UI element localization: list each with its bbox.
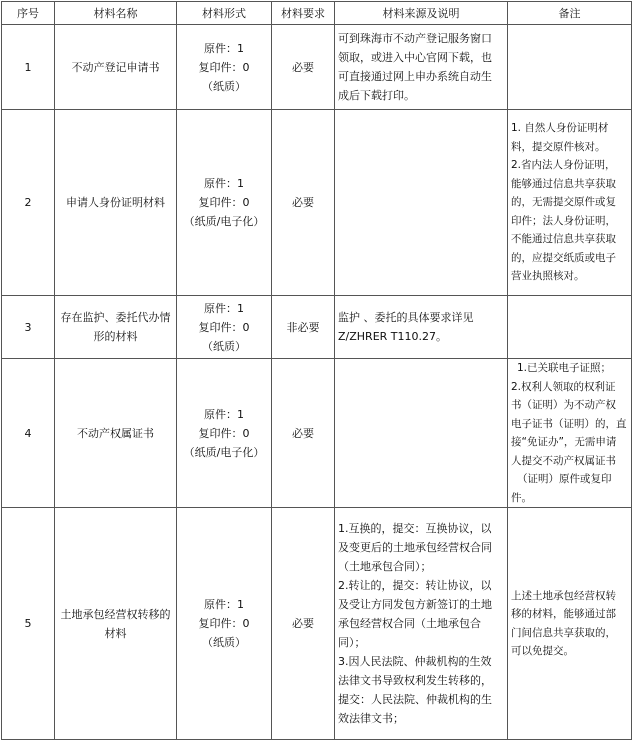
- table-row: [2, 508, 632, 740]
- header-num: 序号: [2, 2, 55, 25]
- cell-source: [335, 110, 508, 296]
- table-row: [2, 296, 632, 359]
- cell-name: 申请人身份证明材料: [55, 110, 177, 296]
- cell-source: 监护 、委托的具体要求详见 Z/ZHRER T110.27。: [335, 296, 508, 359]
- cell-form: 原件：1 复印件：0 （纸质）: [177, 25, 272, 110]
- cell-note: 1.已关联电子证照； 2.权利人领取的权利证 书（证明）为不动产权 电子证书（证明）的，直 接“免证办”，无需申请 人提交不动产权属证书 （证明）原件或复印件。: [508, 359, 632, 508]
- materials-table: [1, 1, 632, 740]
- cell-note: 1. 自然人身份证明材 料，提交原件核对。 2.省内法人身份证明， 能够通过信息共享获取 的，无需提交原件或复 印件；法人身份证明， 不能通过信息共享获取 的，应提交纸质或电子 营业执照核对。: [508, 110, 632, 296]
- cell-num: 1: [2, 25, 55, 110]
- cell-name: 不动产登记申请书: [55, 25, 177, 110]
- cell-name: 不动产权属证书: [55, 359, 177, 508]
- cell-num: 4: [2, 359, 55, 508]
- cell-name: 存在监护、委托代办情 形的材料: [55, 296, 177, 359]
- cell-req: 非必要: [272, 296, 335, 359]
- table-row: [2, 359, 632, 508]
- table-header-row: [2, 2, 632, 25]
- cell-num: 5: [2, 508, 55, 740]
- cell-num: 2: [2, 110, 55, 296]
- header-form: 材料形式: [177, 2, 272, 25]
- header-name: 材料名称: [55, 2, 177, 25]
- cell-req: 必要: [272, 110, 335, 296]
- cell-form: 原件：1 复印件：0 （纸质）: [177, 508, 272, 740]
- cell-source: 可到珠海市不动产登记服务窗口 领取，或进入中心官网下载，也 可直接通过网上申办系统自动生 成后下载打印。: [335, 25, 508, 110]
- table-row: [2, 25, 632, 110]
- cell-form: 原件：1 复印件：0 （纸质）: [177, 296, 272, 359]
- cell-note: [508, 296, 632, 359]
- cell-name: 土地承包经营权转移的 材料: [55, 508, 177, 740]
- header-source: 材料来源及说明: [335, 2, 508, 25]
- cell-req: 必要: [272, 508, 335, 740]
- cell-source: [335, 359, 508, 508]
- cell-num: 3: [2, 296, 55, 359]
- header-req: 材料要求: [272, 2, 335, 25]
- cell-note: 上述土地承包经营权转 移的材料，能够通过部 门间信息共享获取的， 可以免提交。: [508, 508, 632, 740]
- cell-form: 原件：1 复印件：0 （纸质/电子化）: [177, 110, 272, 296]
- cell-source: 1.互换的，提交：互换协议，以 及变更后的土地承包经营权合同 （土地承包合同）； 2.转让的，提交：转让协议，以 及受让方同发包方新签订的土地 承包经营权合同（土地承包合 同）； 3.因人民法院、仲裁机构的生效 法律文书导致权利发生转移的， 提交：人民法院、仲裁机构的生 效法律文书；: [335, 508, 508, 740]
- cell-req: 必要: [272, 359, 335, 508]
- cell-form: 原件：1 复印件：0 （纸质/电子化）: [177, 359, 272, 508]
- cell-req: 必要: [272, 25, 335, 110]
- table-row: [2, 110, 632, 296]
- header-note: 备注: [508, 2, 632, 25]
- cell-note: [508, 25, 632, 110]
